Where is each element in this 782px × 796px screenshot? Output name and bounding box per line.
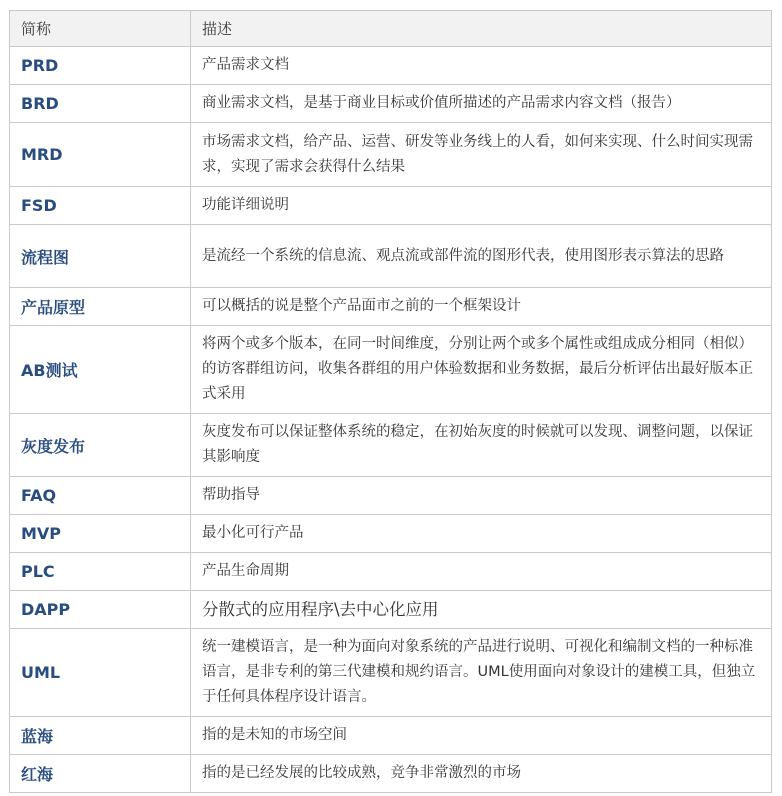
term-cell: 红海 [10,755,191,793]
term-cell: BRD [10,85,191,123]
table-row [10,187,772,225]
header-abbreviation: 简称 [10,11,191,47]
glossary-table [9,10,772,793]
description-cell: 市场需求文档，给产品、运营、研发等业务线上的人看，如何来实现、什么时间实现需求，实现了需求会获得什么结果 [191,123,772,187]
term-cell: AB测试 [10,326,191,414]
term-cell: FAQ [10,477,191,515]
description-cell: 统一建模语言，是一种为面向对象系统的产品进行说明、可视化和编制文档的一种标准语言，是非专利的第三代建模和规约语言。UML使用面向对象设计的建模工具，但独立于任何具体程序设计语言。 [191,629,772,717]
description-cell: 商业需求文档，是基于商业目标或价值所描述的产品需求内容文档（报告） [191,85,772,123]
header-description: 描述 [191,11,772,47]
term-cell: FSD [10,187,191,225]
table-row [10,85,772,123]
term-cell: 产品原型 [10,288,191,326]
table-row [10,553,772,591]
term-cell: MVP [10,515,191,553]
description-cell: 可以概括的说是整个产品面市之前的一个框架设计 [191,288,772,326]
term-cell: 流程图 [10,225,191,288]
table-header-row [10,11,772,47]
description-cell: 将两个或多个版本，在同一时间维度，分别让两个或多个属性或组成成分相同（相似）的访客群组访问，收集各群组的用户体验数据和业务数据，最后分析评估出最好版本正式采用 [191,326,772,414]
table-row [10,414,772,477]
description-cell: 是流经一个系统的信息流、观点流或部件流的图形代表，使用图形表示算法的思路 [191,225,772,288]
table-row [10,123,772,187]
term-cell: PRD [10,47,191,85]
table-row [10,288,772,326]
table-row [10,225,772,288]
description-cell: 指的是已经发展的比较成熟，竞争非常激烈的市场 [191,755,772,793]
description-cell: 帮助指导 [191,477,772,515]
description-cell: 最小化可行产品 [191,515,772,553]
description-cell: 分散式的应用程序\去中心化应用 [191,591,772,629]
term-cell: 灰度发布 [10,414,191,477]
table-row [10,629,772,717]
description-cell: 功能详细说明 [191,187,772,225]
table-row [10,47,772,85]
term-cell: UML [10,629,191,717]
term-cell: MRD [10,123,191,187]
description-cell: 灰度发布可以保证整体系统的稳定，在初始灰度的时候就可以发现、调整问题，以保证其影响度 [191,414,772,477]
term-cell: DAPP [10,591,191,629]
description-cell: 产品生命周期 [191,553,772,591]
table-row [10,755,772,793]
table-row [10,477,772,515]
table-row [10,515,772,553]
description-cell: 产品需求文档 [191,47,772,85]
table-row [10,717,772,755]
table-row [10,591,772,629]
description-cell: 指的是未知的市场空间 [191,717,772,755]
term-cell: PLC [10,553,191,591]
table-row [10,326,772,414]
term-cell: 蓝海 [10,717,191,755]
